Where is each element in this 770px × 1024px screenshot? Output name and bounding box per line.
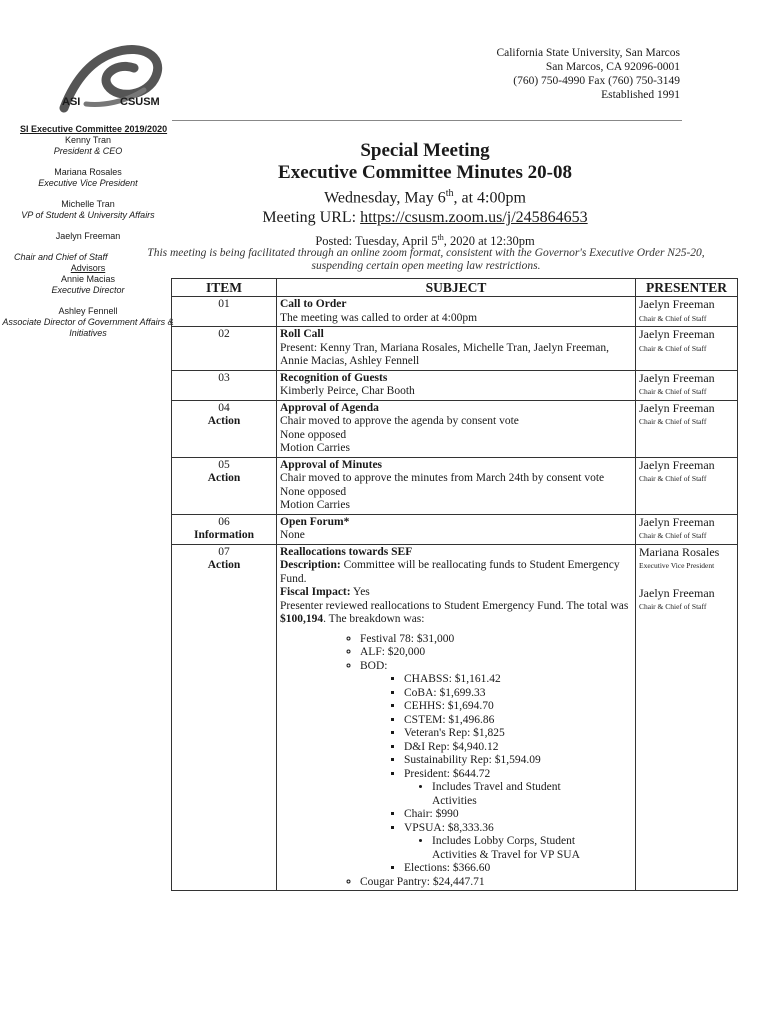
subject-summary: Presenter reviewed reallocations to Student Emergency Fund. The total was $100,194. The breakdown was: xyxy=(280,599,629,625)
subject-heading: Open Forum* xyxy=(280,515,350,528)
list-item: ◦ ALF: $20,000 xyxy=(360,646,632,660)
item-number: 02 xyxy=(218,328,230,340)
committee-roster xyxy=(0,124,176,339)
list-item: ▪ Sustainability Rep: $1,594.09 xyxy=(404,754,632,768)
advisor-role: Associate Director of Government Affairs & Initiatives xyxy=(2,317,174,338)
subject-line: Kimberly Peirce, Char Booth xyxy=(280,385,415,397)
list-item: ◦ BOD: ▪ CHABSS: $1,161.42 ▪ CoBA: $1,699.33 ▪ CEHHS: $1,694.70 ▪ CSTEM: $1,496.86 ▪ Veteran's Rep: $1,825 ▪ D&I Rep: $4,940.12 ▪ Sustainability Rep: $1,594.09 ▪ President: $644.72 • Includes Travel and Student Activities ▪ Chair: $990 ▪ VPSUA: $8,333.36 • Includes Lobby Corps, Student Activities & Travel for VP SUA ▪ Elections: $366.60 xyxy=(360,660,632,876)
table-row xyxy=(172,514,738,544)
presenter-cell xyxy=(636,327,738,371)
list-item: ▪ Chair: $990 xyxy=(404,808,632,822)
roster-member-name: Jaelyn Freeman xyxy=(55,231,121,241)
roster-member-role: VP of Student & University Affairs xyxy=(21,210,155,220)
subject-line: Chair moved to approve the agenda by consent vote xyxy=(280,415,519,427)
table-row xyxy=(172,370,738,400)
item-cell xyxy=(172,297,277,327)
list-item: • Includes Travel and Student Activities xyxy=(432,781,592,808)
subject-cell xyxy=(277,400,636,457)
subject-cell xyxy=(277,370,636,400)
item-type: Action xyxy=(207,559,241,571)
presenter-cell xyxy=(636,400,738,457)
advisor-name: Ashley Fennell xyxy=(58,306,118,316)
presenter-name: Jaelyn Freeman xyxy=(639,585,715,600)
minutes-title: Executive Committee Minutes 20-08 xyxy=(278,162,572,183)
subject-heading: Roll Call xyxy=(280,328,324,340)
subject-heading: Call to Order xyxy=(280,298,347,310)
presenter-role: Chair & Chief of Staff xyxy=(639,343,707,353)
subject-cell xyxy=(277,514,636,544)
presenter-name: Mariana Rosales xyxy=(639,544,720,559)
meeting-title-block xyxy=(190,140,660,249)
presenter-cell xyxy=(636,370,738,400)
subject-heading: Approval of Agenda xyxy=(280,401,379,414)
roster-heading: SI Executive Committee 2019/2020 xyxy=(20,124,168,134)
column-header-item: ITEM xyxy=(172,279,277,297)
header-divider xyxy=(172,120,682,121)
subject-line: None opposed xyxy=(280,485,347,498)
subject-line: Motion Carries xyxy=(280,442,350,454)
logo-csusm-text: CSUSM xyxy=(120,96,160,108)
subject-heading: Reallocations towards SEF xyxy=(280,545,413,558)
advisors-heading: Advisors xyxy=(70,263,106,273)
meeting-url-line: Meeting URL: https://csusm.zoom.us/j/245864653 xyxy=(262,209,588,227)
presenter-name: Jaelyn Freeman xyxy=(639,400,715,415)
minutes-table xyxy=(171,278,738,891)
presenter-name: Jaelyn Freeman xyxy=(639,457,715,472)
meeting-url-link[interactable]: https://csusm.zoom.us/j/245864653 xyxy=(360,209,588,227)
item-number: 04 xyxy=(218,401,230,414)
presenter-role: Chair & Chief of Staff xyxy=(639,387,707,396)
item-number: 06 xyxy=(218,515,230,528)
list-item: ▪ Elections: $366.60 xyxy=(404,862,632,876)
presenter-cell xyxy=(636,514,738,544)
item-number: 07 xyxy=(218,545,230,558)
column-header-presenter: PRESENTER xyxy=(636,279,738,297)
presenter-role: Chair & Chief of Staff xyxy=(639,417,707,426)
item-number: 05 xyxy=(218,458,230,471)
item-cell xyxy=(172,370,277,400)
meeting-type: Special Meeting xyxy=(360,140,490,161)
roster-member-name: Kenny Tran xyxy=(64,135,112,145)
presenter-role: Executive Vice President xyxy=(639,561,715,570)
item-cell xyxy=(172,514,277,544)
table-row xyxy=(172,544,738,891)
subject-cell xyxy=(277,297,636,327)
reallocation-list xyxy=(280,633,632,890)
list-item: ▪ VPSUA: $8,333.36 • Includes Lobby Corps, Student Activities & Travel for VP SUA xyxy=(404,822,632,863)
note-list xyxy=(404,835,592,862)
item-number: 03 xyxy=(218,371,230,384)
table-row xyxy=(172,327,738,371)
subject-line: None xyxy=(280,529,305,541)
subject-cell xyxy=(277,457,636,514)
bod-list xyxy=(360,673,632,876)
letterhead-phone: (760) 750-4990 Fax (760) 750-3149 xyxy=(513,75,680,87)
zoom-format-notice: This meeting is being facilitated through an online zoom format, consistent with the Governor's Executive Order N25-20, suspending certain open meeting law restrictions. xyxy=(147,247,705,272)
item-cell xyxy=(172,327,277,371)
list-item: ▪ CoBA: $1,699.33 xyxy=(404,687,632,701)
meeting-date: Wednesday, May 6th, at 4:00pm xyxy=(324,188,526,207)
roster-member-name: Michelle Tran xyxy=(61,199,115,209)
subject-line: Present: Kenny Tran, Mariana Rosales, Michelle Tran, Jaelyn Freeman, Annie Macias, Ashley Fennell xyxy=(280,341,609,367)
table-row xyxy=(172,400,738,457)
list-item: ▪ Veteran's Rep: $1,825 xyxy=(404,727,632,741)
presenter-name: Jaelyn Freeman xyxy=(639,514,715,529)
logo-asi-text: ASI xyxy=(62,96,81,108)
list-item: ▪ President: $644.72 • Includes Travel and Student Activities xyxy=(404,768,632,809)
list-item: • Includes Lobby Corps, Student Activities & Travel for VP SUA xyxy=(432,835,592,862)
table-row xyxy=(172,297,738,327)
subject-heading: Recognition of Guests xyxy=(280,371,388,384)
list-item: ▪ CEHHS: $1,694.70 xyxy=(404,700,632,714)
subject-heading: Approval of Minutes xyxy=(280,458,383,471)
roster-member-name: Mariana Rosales xyxy=(54,167,122,177)
subject-cell xyxy=(277,327,636,371)
table-row xyxy=(172,457,738,514)
presenter-role: Chair & Chief of Staff xyxy=(639,602,707,611)
letterhead-established: Established 1991 xyxy=(601,89,680,101)
list-item: ▪ CHABSS: $1,161.42 xyxy=(404,673,632,687)
subject-line: Chair moved to approve the minutes from March 24th by consent vote xyxy=(280,472,605,484)
presenter-role: Chair & Chief of Staff xyxy=(639,474,707,483)
subject-line: Motion Carries xyxy=(280,499,350,511)
advisor-role: Executive Director xyxy=(51,285,125,295)
subject-description: Description: Committee will be reallocating funds to Student Emergency Fund. xyxy=(280,559,620,585)
presenter-name: Jaelyn Freeman xyxy=(639,327,715,341)
subject-line: None opposed xyxy=(280,428,347,441)
subject-cell xyxy=(277,544,636,891)
item-cell xyxy=(172,457,277,514)
item-cell xyxy=(172,544,277,891)
roster-member-role: Executive Vice President xyxy=(38,178,138,188)
item-type: Information xyxy=(193,529,255,541)
letterhead-address xyxy=(496,46,680,102)
item-cell xyxy=(172,400,277,457)
list-item: ▪ CSTEM: $1,496.86 xyxy=(404,714,632,728)
column-header-subject: SUBJECT xyxy=(277,279,636,297)
presenter-cell xyxy=(636,457,738,514)
presenter-cell xyxy=(636,297,738,327)
advisor-name: Annie Macias xyxy=(60,274,116,284)
item-type: Action xyxy=(207,472,241,484)
list-item: ◦ Festival 78: $31,000 xyxy=(360,633,632,647)
list-item: ▪ D&I Rep: $4,940.12 xyxy=(404,741,632,755)
presenter-role: Chair & Chief of Staff xyxy=(639,531,707,540)
item-number: 01 xyxy=(218,298,230,310)
list-item: ◦ Cougar Pantry: $24,447.71 xyxy=(360,876,632,890)
presenter-name: Jaelyn Freeman xyxy=(639,297,715,311)
subject-fiscal-impact: Fiscal Impact: Yes xyxy=(280,586,370,598)
presenter-cell xyxy=(636,544,738,891)
roster-member-role: Chair and Chief of Staff xyxy=(14,252,108,262)
letterhead-city: San Marcos, CA 92096-0001 xyxy=(545,61,680,73)
item-type: Action xyxy=(207,415,241,427)
presenter-role: Chair & Chief of Staff xyxy=(639,313,707,323)
presenter-name: Jaelyn Freeman xyxy=(639,370,715,385)
subject-line: The meeting was called to order at 4:00pm xyxy=(280,311,478,324)
note-list xyxy=(404,781,592,808)
letterhead-university: California State University, San Marcos xyxy=(496,47,680,59)
roster-member-role: President & CEO xyxy=(53,146,123,156)
posted-date: Posted: Tuesday, April 5th, 2020 at 12:30pm xyxy=(315,233,535,249)
